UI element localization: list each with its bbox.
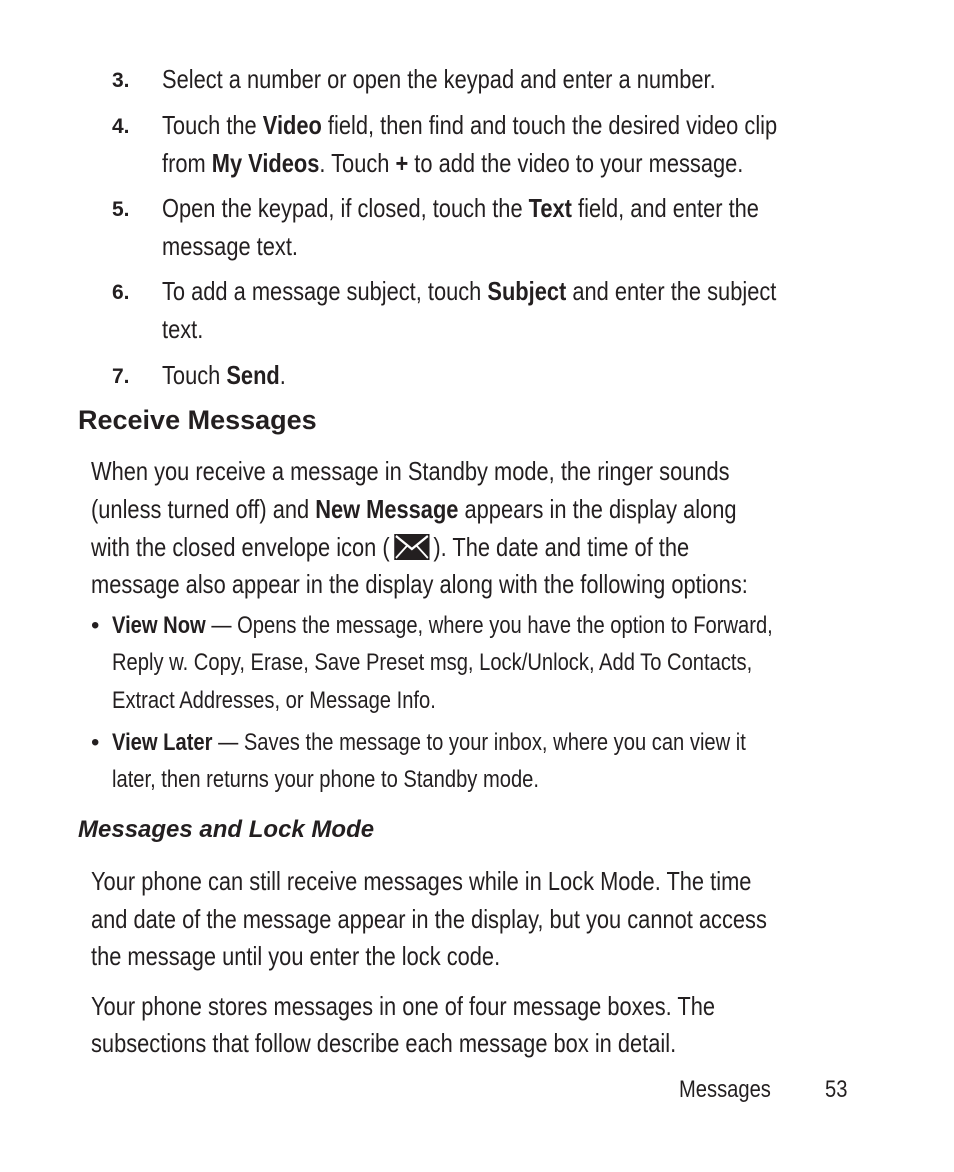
receive-para-line-3: with the closed envelope icon ( ). The date and time of the (91, 532, 690, 562)
step-4-line-1: Touch the Video field, then find and touch the desired video clip (162, 110, 778, 140)
lock-para-line-2: and date of the message appear in the display, but you cannot access (91, 904, 767, 934)
bullet-view-later-line-2: later, then returns your phone to Standby mode. (112, 766, 539, 793)
step-5-line-2: message text. (162, 231, 298, 261)
bullet-view-later-marker: • (91, 729, 100, 756)
bullet-view-now-marker: • (91, 612, 100, 639)
receive-para-line-2: (unless turned off) and New Message appears in the display along (91, 494, 737, 524)
footer-page-number: 53 (825, 1076, 848, 1103)
step-number-5: 5. (112, 198, 130, 221)
step-5-line-1: Open the keypad, if closed, touch the Text field, and enter the (162, 193, 759, 223)
subsection-heading-lock-mode: Messages and Lock Mode (78, 816, 375, 843)
step-6-line-1: To add a message subject, touch Subject and enter the subject (162, 276, 777, 306)
boxes-para-line-1: Your phone stores messages in one of four message boxes. The (91, 991, 716, 1021)
step-6-line-2: text. (162, 314, 204, 344)
step-7-line-1: Touch Send. (162, 360, 286, 390)
boxes-para-line-2: subsections that follow describe each message box in detail. (91, 1028, 677, 1058)
step-number-6: 6. (112, 281, 130, 304)
lock-para-line-1: Your phone can still receive messages while in Lock Mode. The time (91, 866, 752, 896)
bullet-view-now-line-2: Reply w. Copy, Erase, Save Preset msg, Lock/Unlock, Add To Contacts, (112, 649, 753, 676)
footer-section-name: Messages (679, 1076, 771, 1103)
plus-symbol: + (395, 148, 409, 178)
closed-envelope-icon (393, 532, 430, 562)
bullet-view-later-line-1: View Later — Saves the message to your inbox, where you can view it (112, 729, 746, 756)
bullet-view-now-line-3: Extract Addresses, or Message Info. (112, 687, 436, 714)
step-4-line-2: from My Videos. Touch + to add the video to your message. (162, 148, 744, 178)
section-heading-receive-messages: Receive Messages (78, 405, 317, 435)
step-number-4: 4. (112, 115, 130, 138)
lock-para-line-3: the message until you enter the lock code. (91, 941, 501, 971)
step-3-line-1: Select a number or open the keypad and enter a number. (162, 64, 716, 94)
step-number-7: 7. (112, 365, 130, 388)
receive-para-line-1: When you receive a message in Standby mode, the ringer sounds (91, 456, 730, 486)
receive-para-line-4: message also appear in the display along with the following options: (91, 569, 748, 599)
step-number-3: 3. (112, 69, 130, 92)
bullet-view-now-line-1: View Now — Opens the message, where you have the option to Forward, (112, 612, 773, 639)
